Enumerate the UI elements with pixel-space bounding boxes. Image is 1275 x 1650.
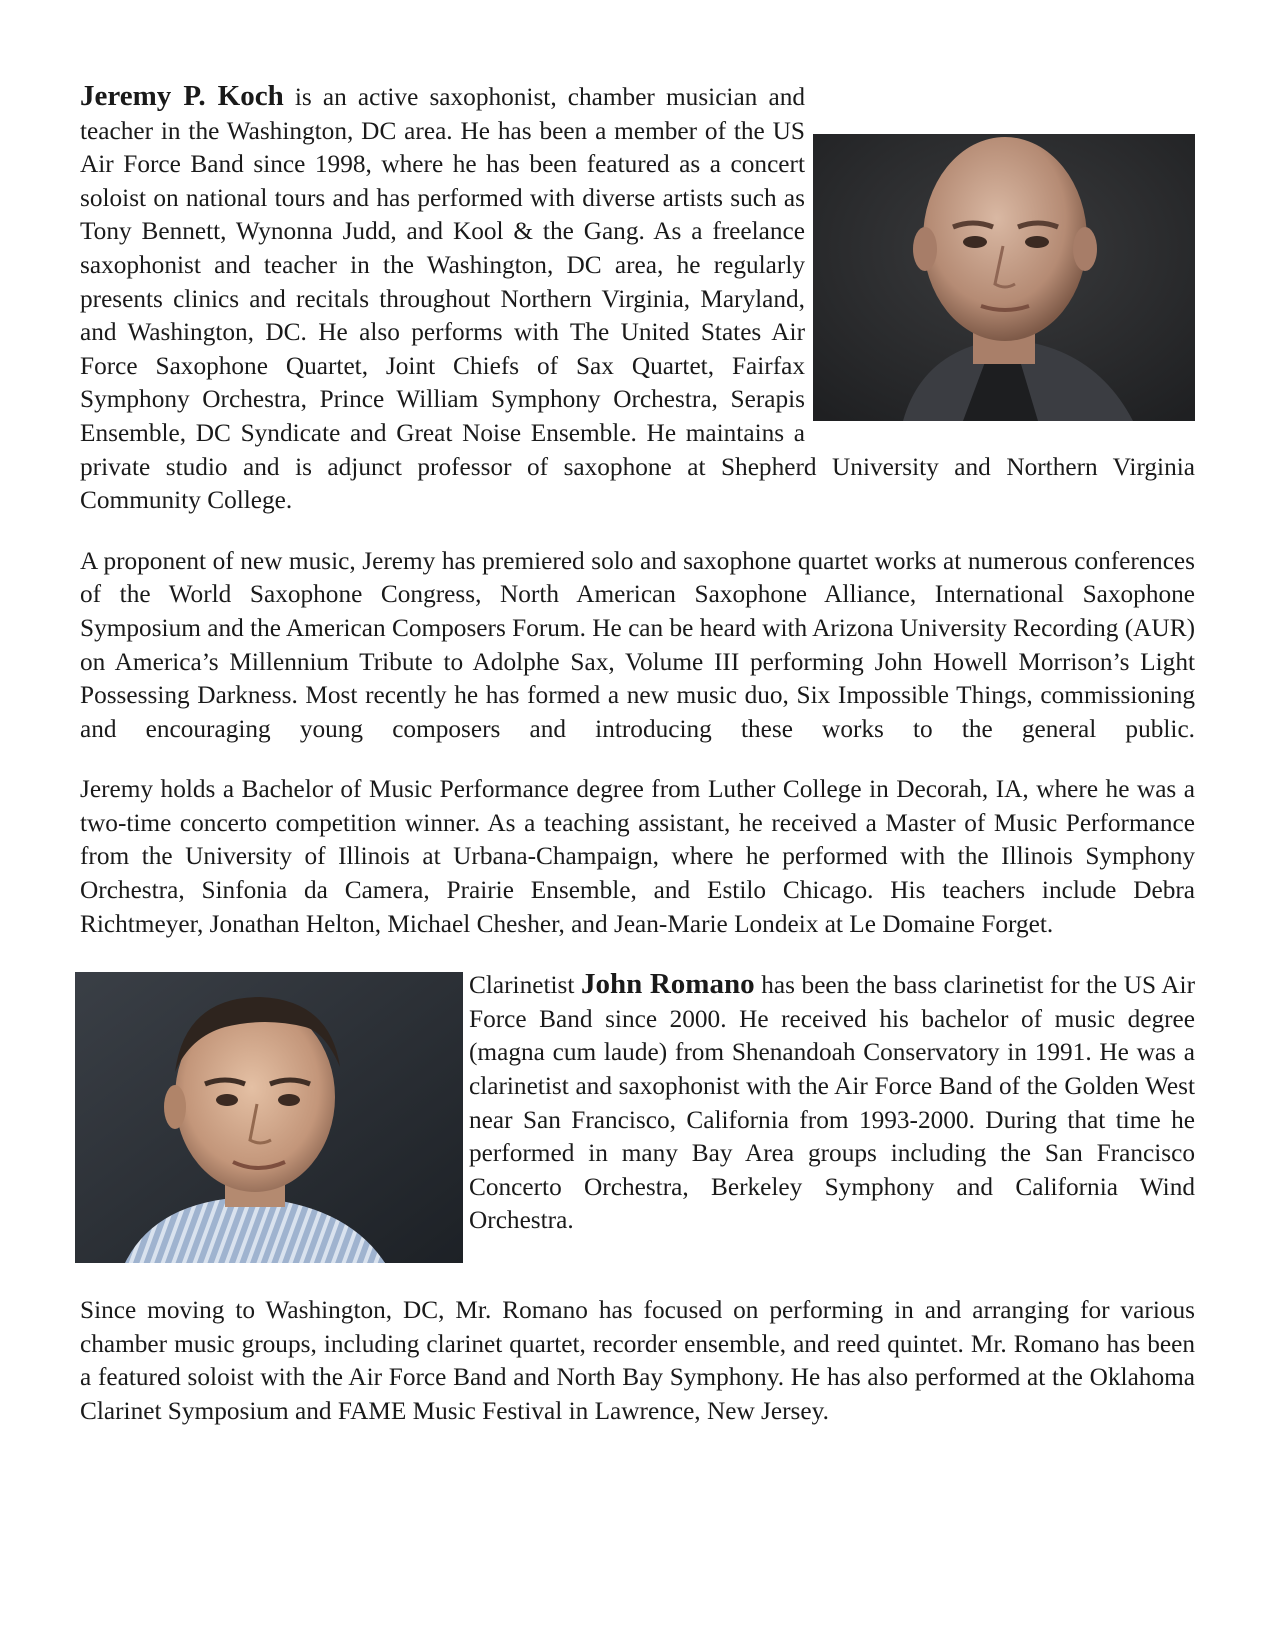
koch-bio-paragraph-2: A proponent of new music, Jeremy has premiered solo and saxophone quartet works at numerous conferences of the World Saxophone Congress, North American Saxophone Alliance, International Saxophone Symposium and the American Composers Forum. He can be heard with Arizona University Recording (AUR) on America’s Millennium Tribute to Adolphe Sax, Volume III performing John Howell Morrison’s Light Possessing Darkness. Most recently he has formed a new music duo, Six Impossible Things, commissioning and encouraging young composers and introducing these works to the general public.: [80, 546, 1195, 743]
romano-portrait-photo: [75, 972, 463, 1263]
koch-portrait-image: [813, 134, 1195, 421]
bio-page: [80, 80, 1195, 1429]
koch-bio-paragraph-3: Jeremy holds a Bachelor of Music Performance degree from Luther College in Decorah, IA, where he was a two-time concerto competition winner. As a teaching assistant, he received a Master of Music Performance from the University of Illinois at Urbana-Champaign, where he performed with the Illinois Symphony Orchestra, Sinfonia da Camera, Prairie Ensemble, and Estilo Chicago. His teachers include Debra Richtmeyer, Jonathan Helton, Michael Chesher, and Jean-Marie Londeix at Le Domaine Forget.: [80, 775, 1195, 938]
romano-portrait-image: [75, 972, 463, 1263]
koch-portrait-photo: [813, 134, 1195, 421]
romano-prefix: Clarinetist: [469, 971, 582, 1000]
romano-bio-text-1: has been the bass clarinetist for the US Air Force Band since 2000. He received his bachelor of music degree (magna cum laude) from Shenandoah Conservatory in 1991. He was a clarinetist and saxophonist with the Air Force Band of the Golden West near San Francisco, California from 1993-2000. During that time he performed in many Bay Area groups including the San Francisco Concerto Orchestra, Berkeley Symphony and California Wind Orchestra.: [469, 971, 1195, 1235]
koch-name: Jeremy P. Koch: [80, 80, 284, 112]
koch-bio-text-1: is an active saxophonist, chamber musician and teacher in the Washington, DC area. He has been a member of the US Air Force Band since 1998, where he has been featured as a concert soloist on national tours and has performed with diverse artists such as Tony Bennett, Wynonna Judd, and Kool & the Gang. As a freelance saxophonist and teacher in the Washington, DC area, he regularly presents clinics and recitals throughout Northern Virginia, Maryland, and Washington, DC. He also performs with The United States Air Force Saxophone Quartet, Joint Chiefs of Sax Quartet, Fairfax Symphony Orchestra, Prince William Symphony Orchestra, Serapis Ensemble, DC Syndicate and Great Noise Ensemble. He maintains a private studio and is adjunct professor of saxophone at Shepherd University and Northern Virginia Community College.: [80, 83, 1195, 515]
romano-bio-paragraph-2: Since moving to Washington, DC, Mr. Romano has focused on performing in and arranging for various chamber music groups, including clarinet quartet, recorder ensemble, and reed quintet. Mr. Romano has been a featured soloist with the Air Force Band and North Bay Symphony. He has also performed at the Oklahoma Clarinet Symposium and FAME Music Festival in Lawrence, New Jersey.: [80, 1296, 1195, 1426]
romano-name: John Romano: [581, 968, 755, 1001]
